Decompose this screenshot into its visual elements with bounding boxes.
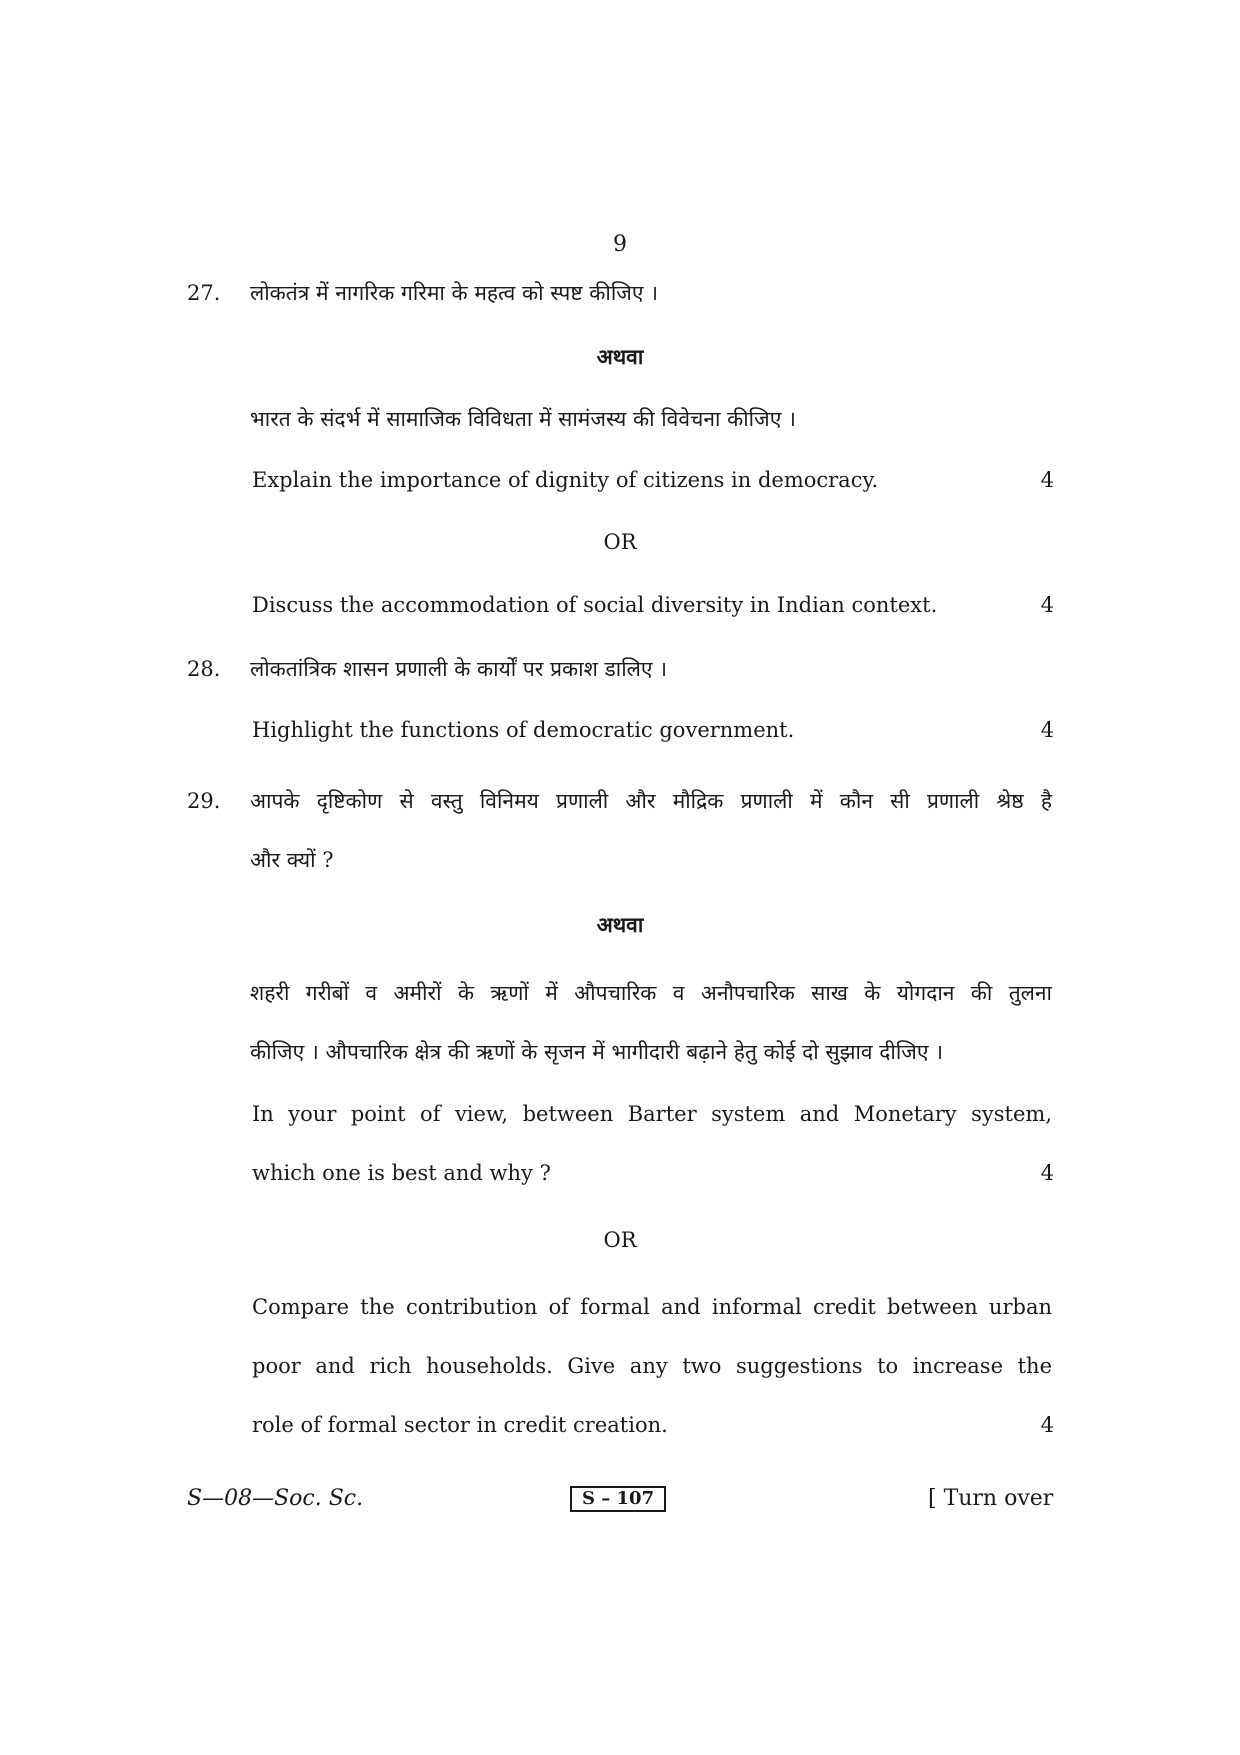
q29-hindi-line-1: आपके दृष्टिकोण से वस्तु विनिमय प्रणाली और मौद्रिक प्रणाली में कौन सी प्रणाली श्रेष्ठ है [250, 789, 1052, 813]
q29-english-line-2: which one is best and why ? [252, 1161, 551, 1185]
q27-english-marks: 4 [1040, 468, 1054, 492]
footer-paper-code: S—08—Soc. Sc. [187, 1486, 364, 1511]
q29-english-alt-line-2: poor and rich households. Give any two suggestions to increase the [252, 1354, 1052, 1378]
q29-hindi-alt-line-1: शहरी गरीबों व अमीरों के ऋणों में औपचारिक व अनौपचारिक साख के योगदान की तुलना [250, 981, 1052, 1005]
q29-english-alt-line-3: role of formal sector in credit creation. [252, 1413, 668, 1437]
q28-english-text: Highlight the functions of democratic government. [252, 718, 795, 742]
q27-or-english: OR [603, 530, 637, 554]
q27-english-alt-marks: 4 [1040, 593, 1054, 617]
q29-or-hindi: अथवा [596, 912, 644, 937]
q27-hindi-alt-text: भारत के संदर्भ में सामाजिक विविधता में सामंजस्य की विवेचना कीजिए । [250, 407, 796, 431]
q29-hindi-line-2: और क्यों ? [250, 848, 334, 872]
q28-marks: 4 [1040, 718, 1054, 742]
page-number: 9 [613, 232, 627, 257]
footer-turn-over: [ Turn over [928, 1486, 1054, 1511]
q29-english-line-1: In your point of view, between Barter system and Monetary system, [252, 1102, 1052, 1126]
q27-english-alt-text: Discuss the accommodation of social diversity in Indian context. [252, 593, 938, 617]
q28-hindi-text: लोकतांत्रिक शासन प्रणाली के कार्यों पर प्रकाश डालिए । [250, 657, 668, 681]
q27-or-hindi: अथवा [596, 344, 644, 369]
q27-english-text: Explain the importance of dignity of citizens in democracy. [252, 468, 879, 492]
question-number-28: 28. [187, 657, 221, 681]
q29-english-alt-line-1: Compare the contribution of formal and informal credit between urban [252, 1295, 1052, 1319]
q29-english-alt-marks: 4 [1040, 1413, 1054, 1437]
question-number-27: 27. [187, 281, 221, 305]
q29-or-english: OR [603, 1228, 637, 1252]
q27-hindi-text: लोकतंत्र में नागरिक गरिमा के महत्व को स्पष्ट कीजिए । [250, 281, 659, 305]
footer-page-code: S – 107 [570, 1486, 666, 1512]
q29-english-marks: 4 [1040, 1161, 1054, 1185]
question-number-29: 29. [187, 789, 221, 813]
q29-hindi-alt-line-2: कीजिए । औपचारिक क्षेत्र की ऋणों के सृजन में भागीदारी बढ़ाने हेतु कोई दो सुझाव दीजिए । [250, 1040, 944, 1064]
